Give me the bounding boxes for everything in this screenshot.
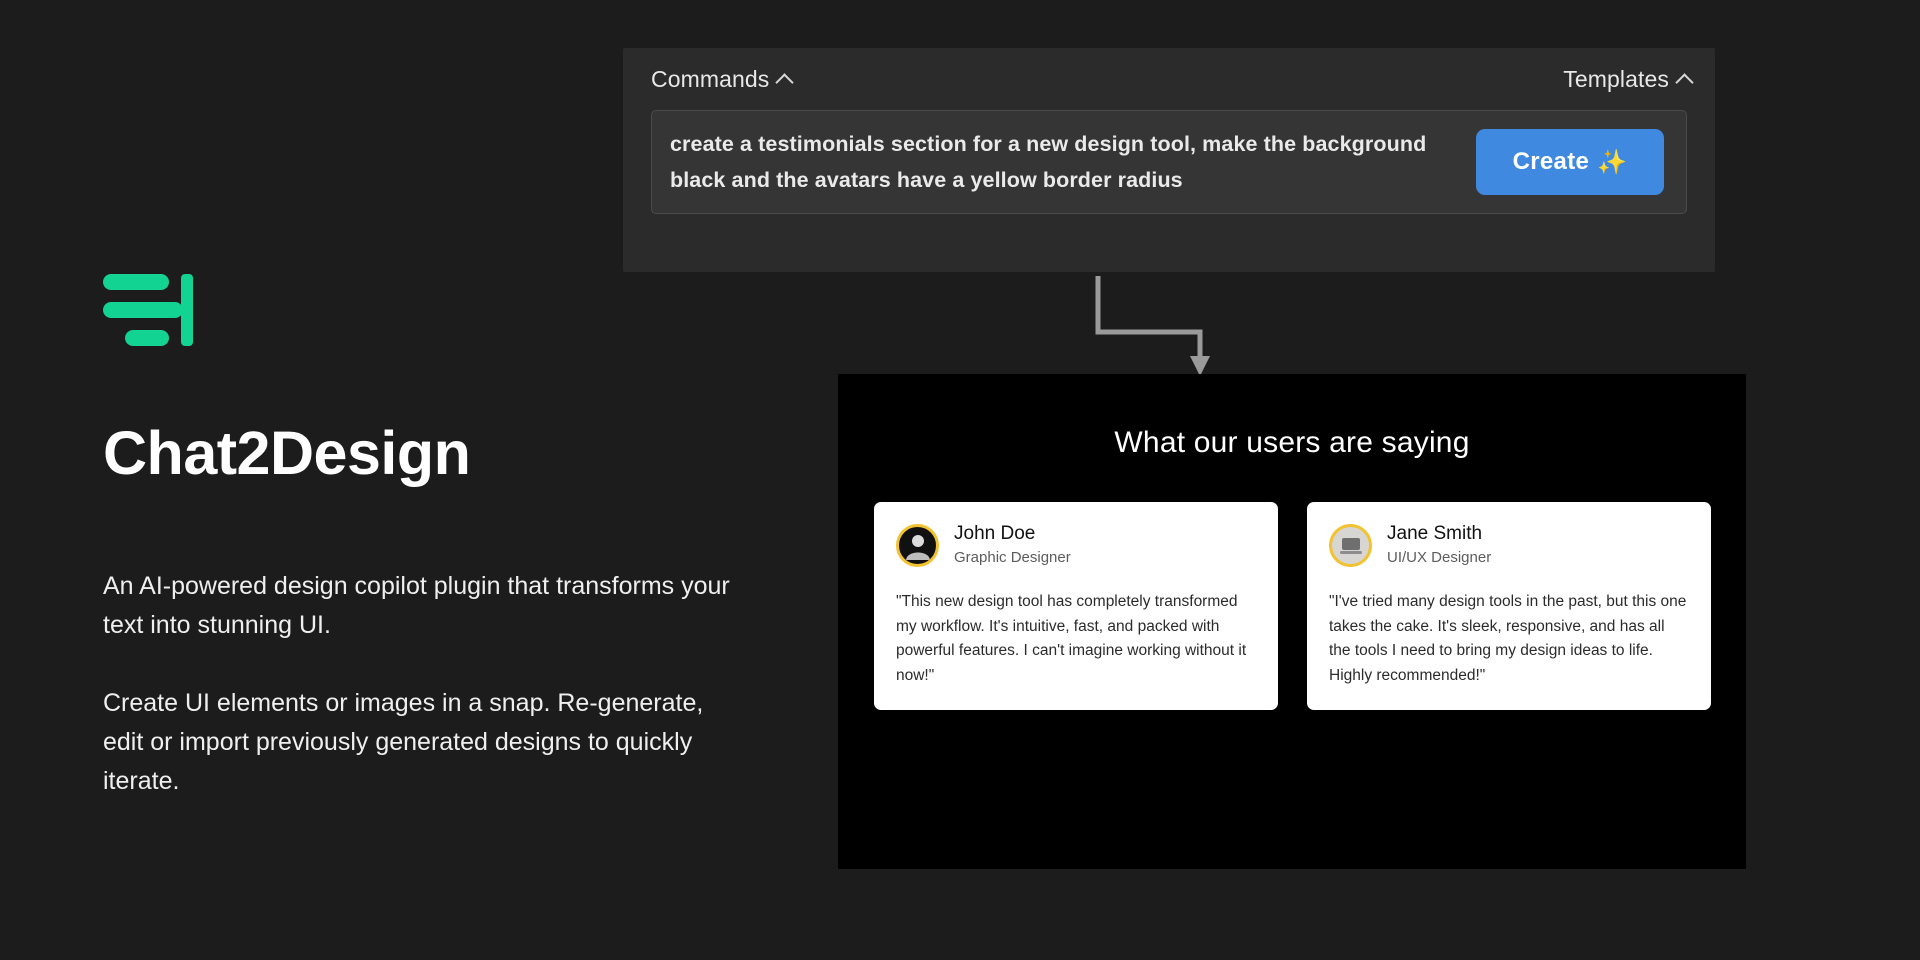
- generated-preview: [838, 374, 1746, 869]
- card-header: [1329, 522, 1689, 568]
- avatar: [896, 524, 939, 567]
- person-photo-icon: [903, 530, 933, 560]
- chat2design-logo-icon: [103, 270, 215, 362]
- testimonial-card-list: [874, 502, 1746, 710]
- card-identity: [1387, 522, 1491, 568]
- card-role: Graphic Designer: [954, 549, 1071, 566]
- person-photo-icon: [1336, 530, 1366, 560]
- testimonial-card: [874, 502, 1278, 710]
- card-identity: [954, 522, 1071, 568]
- card-quote: "I've tried many design tools in the past, but this one takes the cake. It's sleek, responsive, and has all the tools I need to bring my design ideas to life. Highly recommended!": [1329, 593, 1687, 684]
- avatar: [1329, 524, 1372, 567]
- page-title: Chat2Design: [103, 419, 471, 487]
- chevron-up-icon: [1675, 73, 1693, 91]
- commands-dropdown[interactable]: [651, 66, 791, 93]
- preview-heading: What our users are saying: [1114, 426, 1470, 459]
- create-button[interactable]: [1476, 129, 1664, 195]
- card-name: John Doe: [954, 523, 1036, 544]
- prompt-row: [651, 110, 1687, 214]
- card-quote: "This new design tool has completely transformed my workflow. It's intuitive, fast, and packed with powerful features. I can't imagine working without it now!": [896, 593, 1247, 684]
- connector-arrow: [1090, 272, 1230, 382]
- prompt-input[interactable]: create a testimonials section for a new design tool, make the background black and the avatars have a yellow border radius: [670, 132, 1427, 192]
- card-header: [896, 522, 1256, 568]
- hero-paragraph-2: Create UI elements or images in a snap. Re-generate, edit or import previously generated designs to quickly iterate.: [103, 689, 704, 795]
- create-button-label: Create: [1512, 148, 1590, 175]
- hero-paragraph-1: An AI-powered design copilot plugin that transforms your text into stunning UI.: [103, 572, 730, 639]
- commands-label: Commands: [651, 65, 770, 92]
- card-role: UI/UX Designer: [1387, 549, 1492, 566]
- card-name: Jane Smith: [1387, 523, 1483, 544]
- templates-label: Templates: [1563, 65, 1669, 92]
- plugin-panel: [623, 48, 1715, 272]
- sparkles-icon: ✨: [1597, 148, 1628, 176]
- plugin-topbar: [623, 48, 1715, 110]
- testimonial-card: [1307, 502, 1711, 710]
- chevron-up-icon: [776, 73, 794, 91]
- templates-dropdown[interactable]: [1563, 66, 1691, 93]
